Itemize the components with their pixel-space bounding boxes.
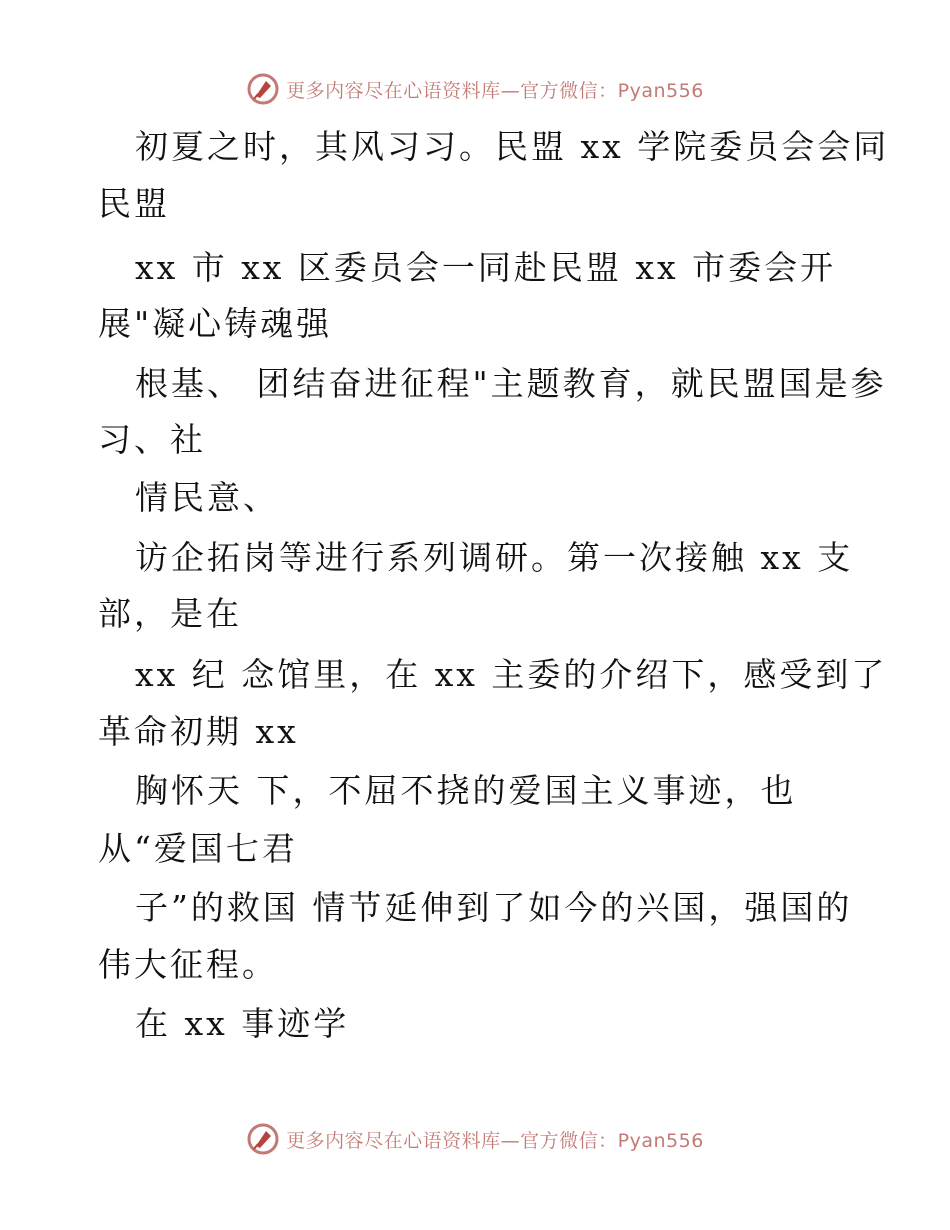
text-line: 部，是在 — [98, 594, 242, 633]
text-line: 展"凝心铸魂强 — [98, 304, 333, 343]
pen-nib-logo-icon — [246, 72, 280, 106]
header-banner — [0, 72, 950, 106]
banner-text: 更多内容尽在心语资料库—官方微信：Pyan556 — [286, 1129, 704, 1152]
text-line: 伟大征程。 — [98, 945, 278, 984]
text-line: 胸怀天 下，不屈不挠的爱国主义事迹，也 — [135, 771, 797, 810]
text-line: 情民意、 — [135, 478, 279, 517]
text-line: 根基、 团结奋进征程"主题教育，就民盟国是参 — [135, 364, 887, 403]
text-line: xx 纪 念馆里，在 xx 主委的介绍下，感受到了 — [135, 655, 888, 694]
text-line: 初夏之时，其风习习。民盟 xx 学院委员会会同 — [135, 127, 890, 166]
text-line: xx 市 xx 区委员会一同赴民盟 xx 市委会开 — [135, 248, 837, 287]
text-line: 革命初期 xx — [98, 712, 299, 751]
text-line: 民盟 — [98, 184, 170, 223]
text-line: 在 xx 事迹学 — [135, 1004, 350, 1043]
text-line: 习、社 — [98, 420, 206, 459]
text-line: 子”的救国 情节延伸到了如今的兴国，强国的 — [135, 888, 853, 927]
text-line: 访企拓岗等进行系列调研。第一次接触 xx 支 — [135, 538, 854, 577]
pen-nib-logo-icon — [246, 1122, 280, 1156]
text-line: 从“爱国七君 — [98, 829, 298, 868]
banner-text: 更多内容尽在心语资料库—官方微信：Pyan556 — [286, 79, 704, 102]
footer-banner — [0, 1122, 950, 1156]
